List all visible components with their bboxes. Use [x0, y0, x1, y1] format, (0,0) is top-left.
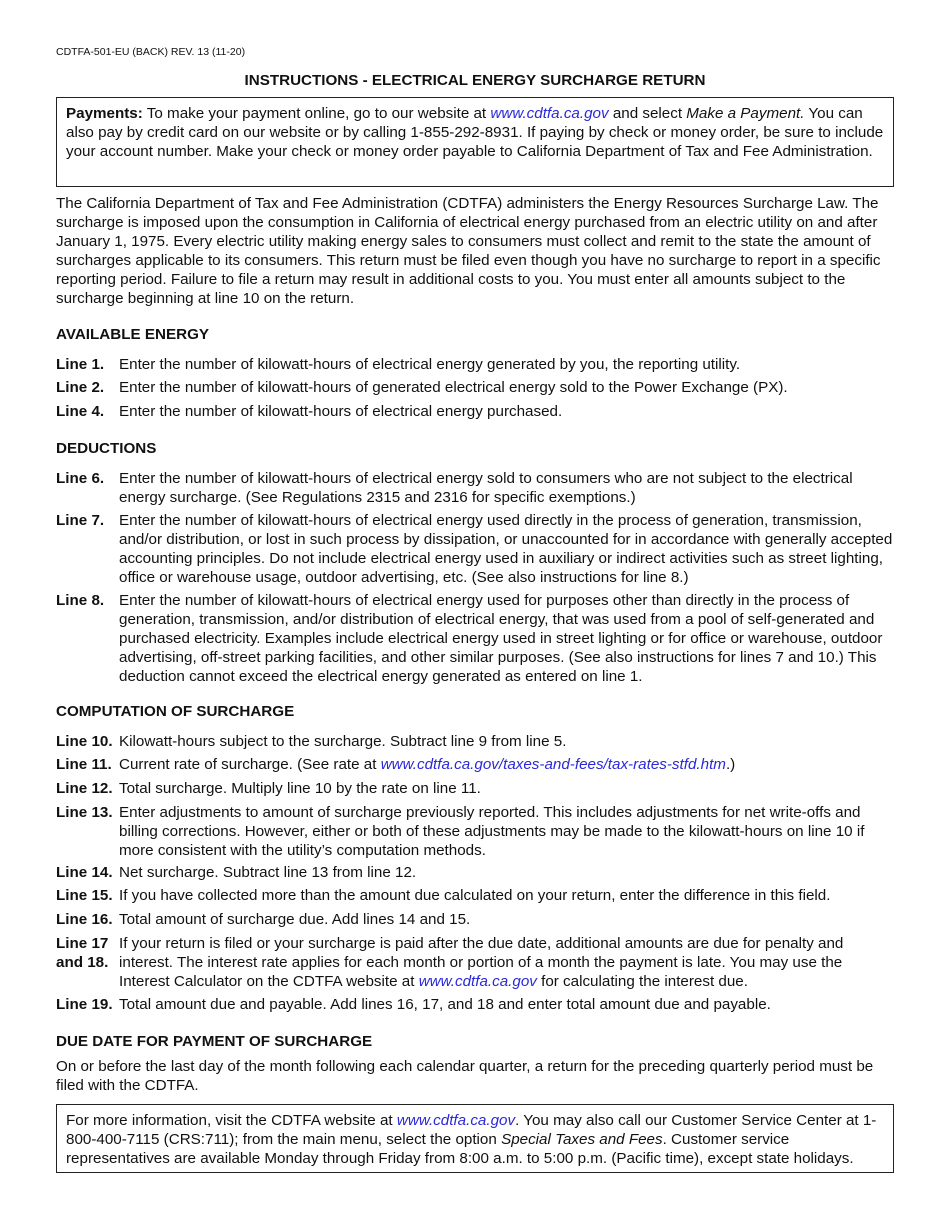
line-label: Line 6. — [56, 470, 105, 487]
line-label: Line 7. — [56, 512, 105, 529]
line-text: Total amount of surcharge due. Add lines 14 and 15. — [119, 911, 471, 928]
line-2-instruction — [56, 378, 896, 397]
line-text: Enter the number of kilowatt-hours of electrical energy used directly in the process of generation, transmission, and/or distribution, or lost in such process by dissipation, or unaccounted for in accordance with generally accepted accounting principles. Do not include electrical energy used in auxiliary or indirect activities such as street lighting, office or warehouse usage, outdoor advertising, etc. (See also instructions for line 8.) — [119, 512, 893, 586]
page-title: INSTRUCTIONS - ELECTRICAL ENERGY SURCHARGE RETURN — [244, 72, 706, 89]
line-1-instruction — [56, 355, 896, 374]
interest-calculator-link[interactable]: www.cdtfa.ca.gov — [418, 973, 537, 990]
payments-label: Payments: — [66, 105, 143, 122]
website-link[interactable]: www.cdtfa.ca.gov — [490, 105, 609, 122]
special-taxes-option: Special Taxes and Fees — [501, 1131, 663, 1148]
line-label: Line 14. — [56, 864, 113, 881]
line-text: Total amount due and payable. Add lines 16, 17, and 18 and enter total amount due and payable. — [119, 996, 771, 1013]
line-11-instruction — [56, 755, 896, 774]
line-label: Line 16. — [56, 911, 113, 928]
deductions-heading: DEDUCTIONS — [56, 440, 157, 457]
line-text: Enter the number of kilowatt-hours of electrical energy sold to consumers who are not subject to the electrical energy surcharge. (See Regulations 2315 and 2316 for specific exemptions.) — [119, 470, 853, 506]
line-text: Enter the number of kilowatt-hours of generated electrical energy sold to the Power Exchange (PX). — [119, 379, 788, 396]
line-label: Line 1. — [56, 356, 105, 373]
more-info-text-2: . You may also call our Customer Service Center at 1-800-400-7115 (CRS:711); from the main menu, select the option — [66, 1112, 877, 1148]
line-16-instruction — [56, 910, 896, 929]
line-10-instruction — [56, 732, 896, 751]
line-17-18-instruction — [56, 934, 896, 991]
line-4-instruction — [56, 402, 896, 421]
more-info-box — [56, 1104, 894, 1173]
line-19-instruction — [56, 995, 896, 1014]
line-label: Line 8. — [56, 592, 105, 609]
line-6-instruction — [56, 469, 896, 507]
payments-box — [56, 97, 894, 187]
line-14-instruction — [56, 863, 896, 882]
make-payment-text: Make a Payment. — [686, 105, 805, 122]
line-17-18-text-end: for calculating the interest due. — [541, 973, 748, 990]
line-label: Line 2. — [56, 379, 105, 396]
payments-text-2: and select — [612, 105, 683, 122]
line-label: Line 13. — [56, 804, 113, 821]
line-text — [119, 755, 896, 774]
form-id: CDTFA-501-EU (BACK) REV. 13 (11-20) — [56, 46, 246, 58]
line-label — [56, 934, 119, 991]
line-text: Kilowatt-hours subject to the surcharge. Subtract line 9 from line 5. — [119, 733, 567, 750]
line-text: Enter the number of kilowatt-hours of electrical energy purchased. — [119, 403, 563, 420]
tax-rates-link[interactable]: www.cdtfa.ca.gov/taxes-and-fees/tax-rates-stfd.htm — [380, 756, 726, 773]
line-8-instruction — [56, 591, 896, 686]
line-11-text: Current rate of surcharge. (See rate at — [119, 756, 377, 773]
more-info-text-3: . Customer service representatives are available Monday through Friday from 8:00 a.m. to 5:00 p.m. (Pacific time), except state holidays. — [66, 1131, 854, 1167]
available-energy-heading: AVAILABLE ENERGY — [56, 326, 210, 343]
cdtfa-website-link[interactable]: www.cdtfa.ca.gov — [396, 1112, 516, 1129]
line-13-instruction — [56, 803, 896, 860]
due-date-heading: DUE DATE FOR PAYMENT OF SURCHARGE — [56, 1033, 373, 1050]
line-11-close: .) — [725, 756, 736, 773]
line-12-instruction — [56, 779, 896, 798]
line-label: Line 10. — [56, 733, 113, 750]
line-text: If you have collected more than the amount due calculated on your return, enter the difference in this field. — [119, 887, 831, 904]
intro-paragraph: The California Department of Tax and Fee Administration (CDTFA) administers the Energy Resources Surcharge Law. The surcharge is imposed upon the consumption in California of electrical energy purchased from an electric utility on and after January 1, 1975. Every electric utility making energy sales to consumers must collect and remit to the state the amount of surcharges applicable to its consumers. This return must be filed even though you have no surcharge to report in a specific reporting period. Failure to file a return may result in additional costs to you. You must enter all amounts subject to the surcharge beginning at line 10 on the return. — [56, 195, 881, 307]
line-7-instruction — [56, 511, 896, 587]
line-label: Line 12. — [56, 780, 113, 797]
computation-heading: COMPUTATION OF SURCHARGE — [56, 703, 295, 720]
payments-text-3: You can also pay by credit card on our website or by calling 1-855-292-8931. If paying by check or money order, be sure to include your account number. Make your check or money order payable to California Department of Tax and Fee Administration. — [66, 105, 884, 160]
line-label: Line 15. — [56, 887, 113, 904]
line-label: Line 19. — [56, 996, 113, 1013]
line-text: Total surcharge. Multiply line 10 by the rate on line 11. — [119, 780, 481, 797]
line-17-18-text: If your return is filed or your surcharge is paid after the due date, additional amounts are due for penalty and interest. The interest rate applies for each month or portion of a month the payment is late. You may use the Interest Calculator on the CDTFA website at — [119, 935, 844, 990]
line-17-label: Line 17 — [56, 935, 109, 952]
due-date-paragraph: On or before the last day of the month following each calendar quarter, a return for the preceding quarterly period must be filed with the CDTFA. — [56, 1058, 874, 1094]
line-text: Enter adjustments to amount of surcharge previously reported. This includes adjustments for net write-offs and billing corrections. However, either or both of these adjustments may be made to the kilowatt-hours on line 10 if more consistent with the utility’s computation methods. — [119, 804, 865, 859]
line-18-label: and 18. — [56, 954, 109, 971]
line-label: Line 4. — [56, 403, 105, 420]
line-15-instruction — [56, 886, 896, 905]
line-text: Enter the number of kilowatt-hours of electrical energy used for purposes other than directly in the process of generation, transmission, and/or distribution of electrical energy, that was used from a pool of self-generated and purchased electricity. Examples include electrical energy used in street lighting or for office or warehouse, outdoor advertising, off-street parking facilities, and other similar purposes. (See also instructions for lines 7 and 10.) This deduction cannot exceed the electrical energy generated as entered on line 1. — [119, 592, 883, 685]
more-info-text-1: For more information, visit the CDTFA website at — [66, 1112, 393, 1129]
line-text — [119, 934, 896, 991]
payments-text-1: To make your payment online, go to our website at — [146, 105, 487, 122]
line-label: Line 11. — [56, 756, 112, 773]
line-text: Net surcharge. Subtract line 13 from line 12. — [119, 864, 417, 881]
line-text: Enter the number of kilowatt-hours of electrical energy generated by you, the reporting utility. — [119, 356, 741, 373]
